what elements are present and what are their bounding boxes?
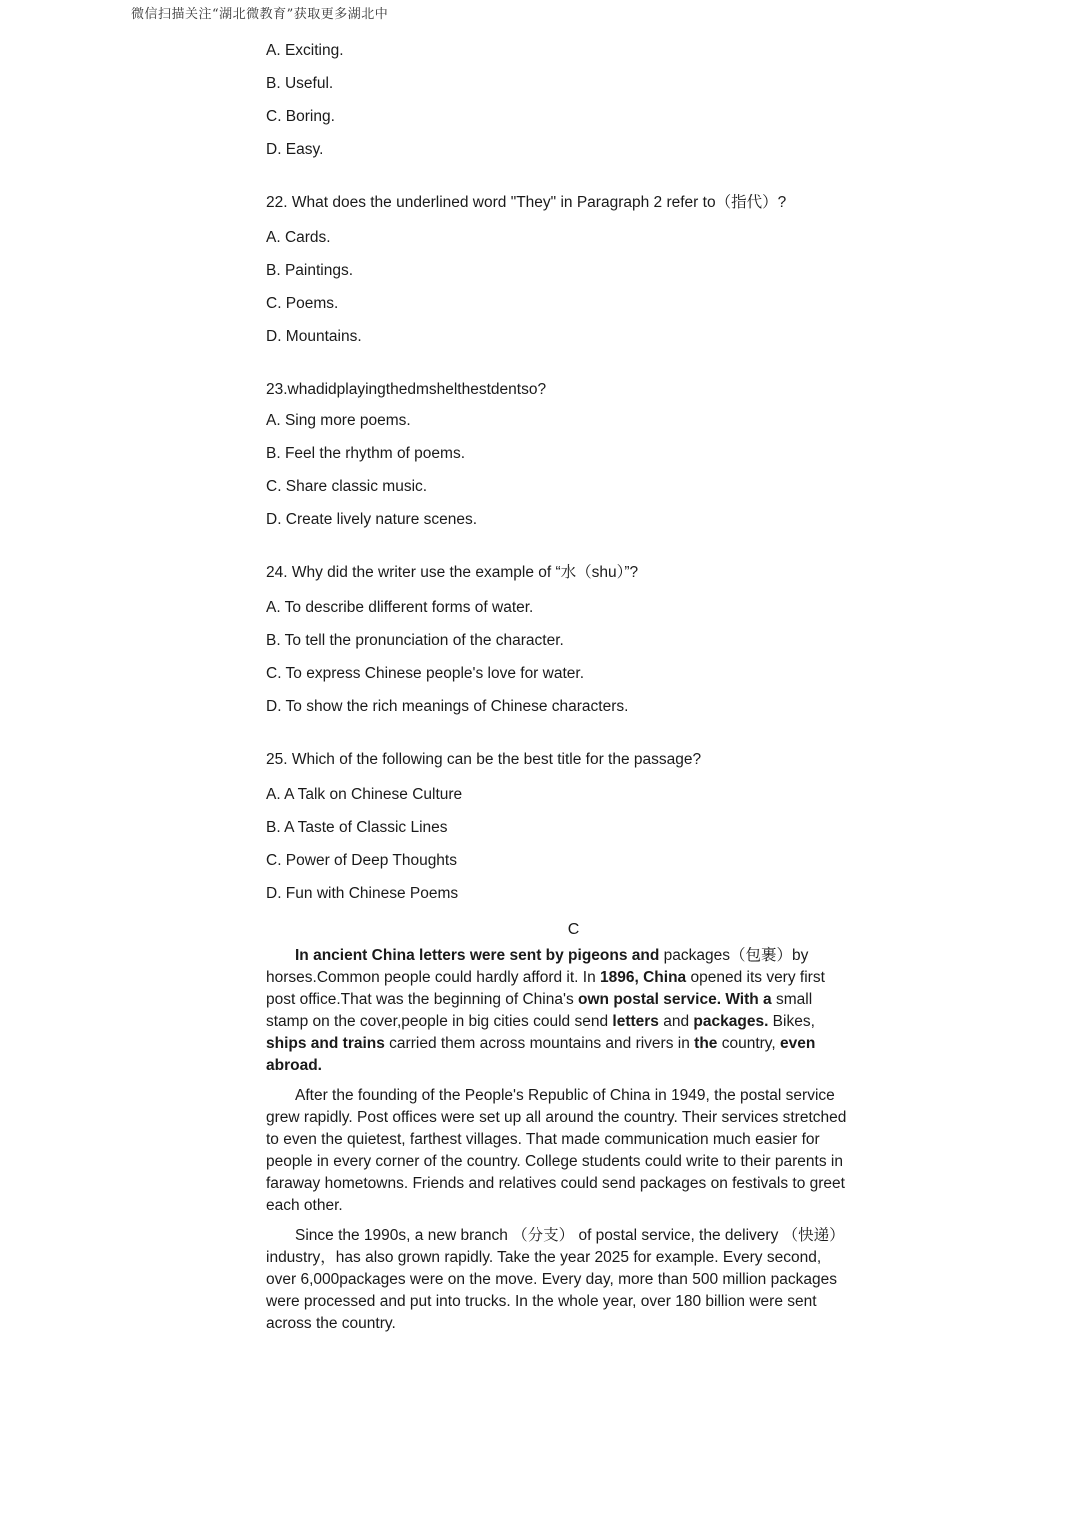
question-text: 23.whadidplayingthedmshelthestdentso?: [266, 381, 547, 398]
question-22: [266, 192, 851, 348]
option-c: C. Share classic music.: [266, 478, 428, 495]
text-run: own postal service. With a: [578, 991, 772, 1008]
text-run: 1896, China: [600, 969, 687, 986]
option-c: C. Poems.: [266, 295, 339, 312]
option-a: A. To describe dlifferent forms of water.: [266, 599, 534, 616]
text-run: even abroad.: [266, 1035, 816, 1074]
question-24: [266, 562, 851, 718]
option-b: B. Paintings.: [266, 262, 354, 279]
option-d: D. Mountains.: [266, 328, 362, 345]
option-c: C. To express Chinese people's love for water.: [266, 665, 585, 682]
option-d: D. Easy.: [266, 141, 324, 158]
paragraph-2: After the founding of the People's Republic of China in 1949, the postal service grew rapidly. Post offices were set up all around the country. Their services stretched to even the quietest, farthest villages. That made communication much easier for people in every corner of the country. College students could write to their parents in faraway hometowns. Friends and relatives could send packages on festivals to greet each other.: [266, 1087, 847, 1214]
option-d: D. Fun with Chinese Poems: [266, 885, 459, 902]
watermark-header: 微信扫描关注“湖北微教育”获取更多湖北中: [131, 7, 389, 22]
text-run: ships and trains: [266, 1035, 385, 1052]
question-25: [266, 749, 851, 905]
text-run: small stamp on the cover,people in big cities could send: [266, 991, 813, 1030]
question-23: [266, 379, 851, 531]
option-c: C. Power of Deep Thoughts: [266, 852, 457, 869]
question-text: 24. Why did the writer use the example of “水（shu）”?: [266, 564, 639, 581]
text-run: and: [658, 1013, 694, 1030]
option-b: B. Feel the rhythm of poems.: [266, 445, 466, 462]
option-b: B. Useful.: [266, 75, 334, 92]
text-run: Bikes,: [768, 1013, 815, 1030]
text-run: the: [694, 1035, 718, 1052]
option-a: A. A Talk on Chinese Culture: [266, 786, 463, 803]
option-d: D. Create lively nature scenes.: [266, 511, 478, 528]
text-run: opened its very first post office.That was the beginning of China's: [266, 969, 825, 1008]
option-a: A. Exciting.: [266, 42, 344, 59]
text-run: In ancient China letters were sent by pigeons and: [295, 947, 660, 964]
text-run: letters: [612, 1013, 659, 1030]
paragraph-3: Since the 1990s, a new branch （分支） of postal service, the delivery （快递） industry，has also grown rapidly. Take the year 2025 for example. Every second, over 6,000packages were on the move. Every day, more than 500 million packages were processed and put into trucks. In the whole year, over 180 billion were sent across the country.: [266, 1227, 845, 1332]
reading-passage: [266, 945, 851, 1335]
question-21-options: [266, 40, 851, 161]
exam-content: [266, 40, 851, 1343]
text-run: country,: [717, 1035, 781, 1052]
option-c: C. Boring.: [266, 108, 335, 125]
text-run: packages（包裹）by horses.Common people could hardly afford it. In: [266, 947, 809, 986]
question-text: 25. Which of the following can be the best title for the passage?: [266, 751, 702, 768]
option-b: B. A Taste of Classic Lines: [266, 819, 448, 836]
question-text: 22. What does the underlined word "They" in Paragraph 2 refer to（指代）?: [266, 194, 787, 211]
option-d: D. To show the rich meanings of Chinese characters.: [266, 698, 629, 715]
section-heading: C: [567, 921, 580, 938]
option-a: A. Cards.: [266, 229, 331, 246]
option-b: B. To tell the pronunciation of the character.: [266, 632, 564, 649]
text-run: carried them across mountains and rivers in: [384, 1035, 695, 1052]
paragraph-1: [266, 945, 851, 1077]
option-a: A. Sing more poems.: [266, 412, 411, 429]
text-run: packages.: [693, 1013, 769, 1030]
